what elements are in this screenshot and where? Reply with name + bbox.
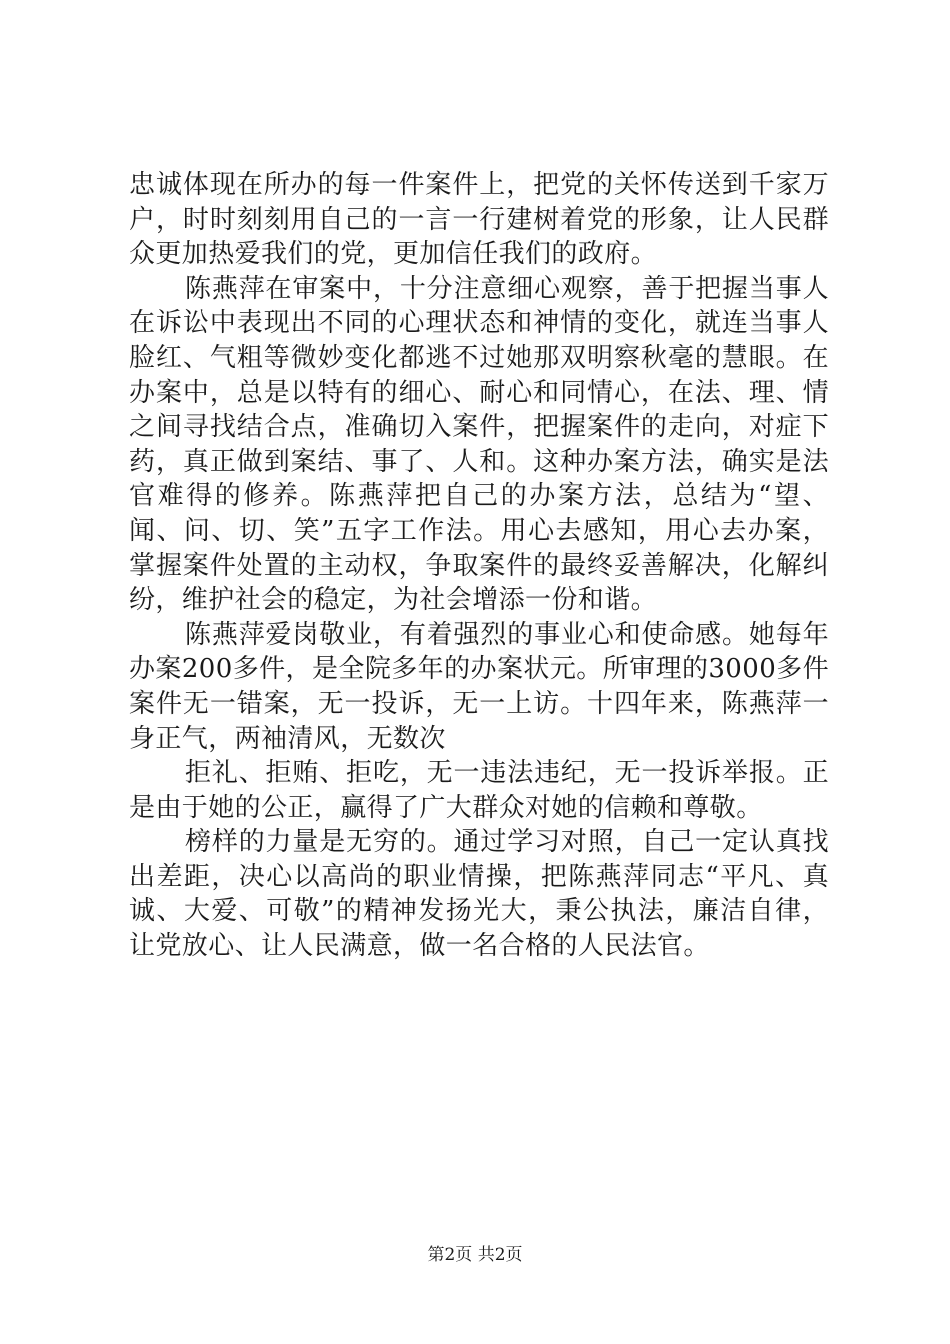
paragraph-continuation: 忠诚体现在所办的每一件案件上，把党的关怀传送到千家万户，时时刻刻用自己的一言一行建树着党的形象，让人民群众更加热爱我们的党，更加信任我们的政府。 bbox=[129, 170, 829, 270]
paragraph-integrity: 拒礼、拒贿、拒吃，无一违法违纪，无一投诉举报。正是由于她的公正，赢得了广大群众对她的信赖和尊敬。 bbox=[129, 758, 829, 823]
document-body bbox=[129, 168, 829, 964]
paragraph-conclusion: 榜样的力量是无穷的。通过学习对照，自己一定认真找出差距，决心以高尚的职业情操，把陈燕萍同志“平凡、真诚、大爱、可敬”的精神发扬光大，秉公执法，廉洁自律，让党放心、让人民满意，做一名合格的人民法官。 bbox=[129, 827, 829, 962]
paragraph-dedication: 陈燕萍爱岗敬业，有着强烈的事业心和使命感。她每年办案200多件，是全院多年的办案状元。所审理的3000多件案件无一错案，无一投诉，无一上访。十四年来，陈燕萍一身正气，两袖清风，无数次 bbox=[129, 619, 829, 754]
paragraph-case-method: 陈燕萍在审案中，十分注意细心观察，善于把握当事人在诉讼中表现出不同的心理状态和神情的变化，就连当事人脸红、气粗等微妙变化都逃不过她那双明察秋毫的慧眼。在办案中，总是以特有的细心、耐心和同情心，在法、理、情之间寻找结合点，准确切入案件，把握案件的走向，对症下药，真正做到案结、事了、人和。这种办案方法，确实是法官难得的修养。陈燕萍把自己的办案方法，总结为“望、闻、问、切、笑”五字工作法。用心去感知，用心去办案，掌握案件处置的主动权，争取案件的最终妥善解决，化解纠纷，维护社会的稳定，为社会增添一份和谐。 bbox=[129, 273, 829, 616]
page-footer: 第2页 共2页 bbox=[427, 1245, 523, 1265]
